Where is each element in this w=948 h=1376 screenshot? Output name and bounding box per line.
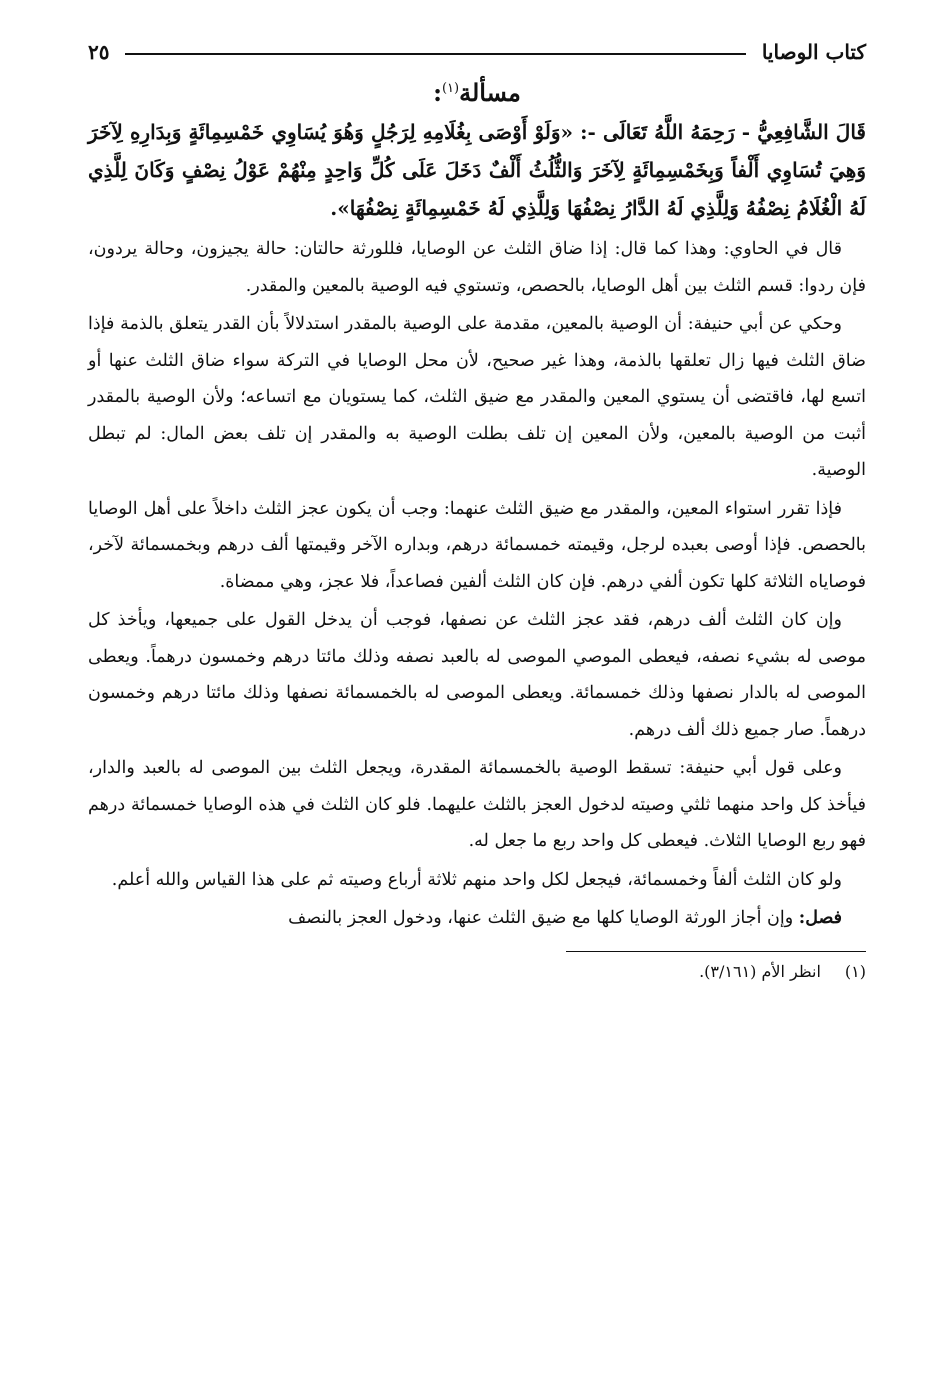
footnote-marker: (١): [844, 961, 866, 981]
book-title: كتاب الوصايا: [761, 40, 866, 64]
shafii-quote: قَالَ الشَّافِعِيُّ - رَحِمَهُ اللَّهُ تَعَالَى -: «وَلَوْ أَوْصَى بِغُلَامِهِ لِرَجُلٍ وَهُوَ يُسَاوِي خَمْسِمِائَةٍ وَبِدَارِهِ لِآخَرَ وَهِيَ تُسَاوِي أَلْفاً وَبِخَمْسِمِائَةٍ لِآخَرَ وَالثُّلُثُ أَلْفٌ دَخَلَ عَلَى كُلِّ وَاحِدٍ مِنْهُمْ عَوْلُ نِصْفٍ وَكَانَ لِلَّذِي لَهُ الْغُلَامُ نِصْفُهُ وَلِلَّذِي لَهُ الدَّارُ نِصْفُهَا وَلِلَّذِي لَهُ خَمْسِمِائَةٍ نِصْفُهَا».: [88, 120, 867, 220]
section-heading: [88, 78, 866, 107]
paragraph-hawi: قال في الحاوي: وهذا كما قال: إذا ضاق الثلث عن الوصايا، فللورثة حالتان: حالة يجيزون، وحالة يردون، فإن ردوا: قسم الثلث بين أهل الوصايا، بالحصص، وتستوي فيه الوصية بالمعين والمقدر.: [88, 239, 866, 296]
fasl-text: وإن أجاز الورثة الوصايا كلها مع ضيق الثلث عنها، ودخول العجز بالنصف: [288, 908, 799, 928]
paragraph-abu-hanifa: وحكي عن أبي حنيفة: أن الوصية بالمعين، مقدمة على الوصية بالمقدر استدلالاً بأن القدر يتعلق بالذمة فإذا ضاق الثلث فيها زال تعلقها بالذمة، وهذا غير صحيح، لأن محل الوصايا في التركة سواء ضاق الثلث عنها أو اتسع لها، فاقتضى أن يستوي المعين والمقدر مع ضيق الثلث، كما يستويان مع اتساعه؛ ولأن الوصية بالمقدر أثبت من الوصية بالمعين، ولأن المعين إن تلف بطلت الوصية به والمقدر إن تلف بعض المال: لم تبطل الوصية.: [88, 314, 866, 480]
page-number: ٢٥: [88, 40, 110, 64]
footnote-text: انظر الأم (٣/١٦١).: [699, 961, 821, 981]
paragraph-thousand: وإن كان الثلث ألف درهم، فقد عجز الثلث عن نصفها، فوجب أن يدخل القول على جميعها، ويأخذ كل موصى له بشيء نصفه، فيعطى الموصي الموصى له بالعبد نصفه وذلك مائتا درهم وخمسون درهماً. ويعطى الموصى له بالدار نصفها وذلك خمسمائة. ويعطى الموصى له بالخمسمائة نصفها وذلك مائتا درهم وخمسون درهماً. صار جميع ذلك ألف درهم.: [88, 610, 866, 740]
running-head: [88, 30, 866, 74]
paragraph-equal-shares: فإذا تقرر استواء المعين، والمقدر مع ضيق الثلث عنهما: وجب أن يكون عجز الثلث داخلاً على أهل الوصايا بالحصص. فإذا أوصى بعبده لرجل، وقيمته خمسمائة درهم، وبداره الآخر وقيمتها ألف درهم وبخمسمائة لآخر، فوصاياه الثلاثة كلها تكون ألفي درهم. فإن كان الثلث ألفين فصاعداً، فلا عجز، وهي ممضاة.: [88, 498, 866, 592]
paragraph-fasl: [88, 900, 866, 937]
heading-footnote-marker: (١): [441, 81, 460, 96]
paragraph-qiyas: ولو كان الثلث ألفاً وخمسمائة، فيجعل لكل واحد منهم ثلاثة أرباع وصيته ثم على هذا القياس والله أعلم.: [111, 869, 842, 890]
heading-suffix: :: [433, 78, 442, 107]
footnote-rule: [566, 951, 866, 952]
paragraph-abu-hanifa-view: وعلى قول أبي حنيفة: تسقط الوصية بالخمسمائة المقدرة، ويجعل الثلث بين الموصى له بالعبد والدار، فيأخذ كل واحد منهما ثلثي وصيته لدخول العجز بالثلث عليهما. فلو كان الثلث في هذه الوصايا خمسمائة درهم فهو ربع الوصايا الثلاث. فيعطى كل واحد ربع ما جعل له.: [88, 758, 866, 851]
heading-text: مسألة: [459, 78, 521, 107]
footnote: [88, 962, 866, 981]
header-rule: [125, 53, 745, 55]
book-page: [88, 30, 866, 1346]
fasl-label: فصل:: [798, 908, 842, 928]
